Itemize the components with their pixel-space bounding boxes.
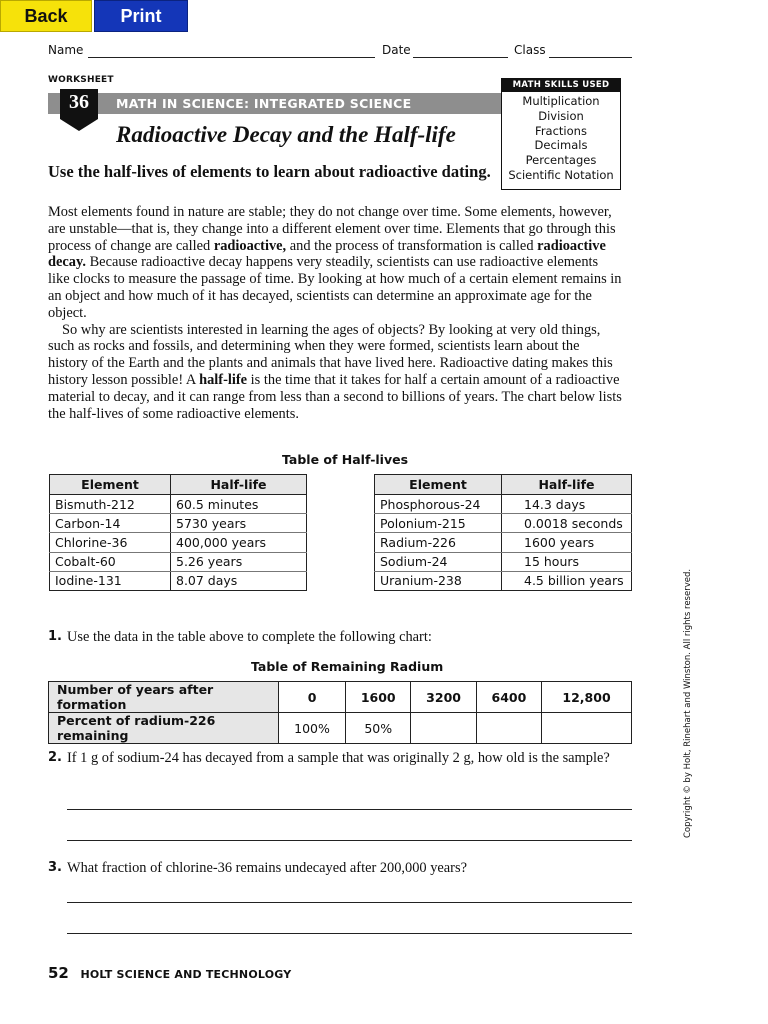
table-row: Iodine-131 8.07 days [50,571,307,590]
answer-cell[interactable] [542,713,632,744]
skill-item: Division [538,108,584,123]
back-button[interactable]: Back [0,0,92,32]
class-field[interactable] [549,57,632,58]
halflife-table-title: Table of Half-lives [282,452,409,467]
column-header: Element [50,475,171,495]
table-row: Percent of radium-226 remaining 100% 50% [49,713,632,744]
question-1: 1. Use the data in the table above to complete the following chart: [48,629,432,645]
column-header: Half-life [502,475,632,495]
table-row: Sodium-24 15 hours [375,552,632,571]
page-title: Radioactive Decay and the Half-life [116,122,456,147]
band-title: MATH IN SCIENCE: INTEGRATED SCIENCE [116,96,412,111]
answer-line[interactable] [67,840,632,841]
copyright-notice: Copyright © by Holt, Rinehart and Winston. All rights reserved. [683,568,693,838]
table-row: Cobalt-60 5.26 years [50,552,307,571]
worksheet-label: WORKSHEET [48,75,114,85]
page-number: 52 [48,964,69,982]
skill-item: Fractions [535,123,587,138]
table-row: Chlorine-36 400,000 years [50,533,307,552]
radium-table-title: Table of Remaining Radium [251,659,444,674]
table-row: Radium-226 1600 years [375,533,632,552]
page-footer [48,963,291,982]
math-skills-box [501,78,621,190]
math-skills-heading: MATH SKILLS USED [502,79,620,92]
halflife-table-left [49,474,307,591]
skill-item: Decimals [534,138,588,153]
question-2: 2. If 1 g of sodium-24 has decayed from a sample that was originally 2 g, how old is the sample? [48,750,610,766]
answer-cell[interactable] [476,713,541,744]
answer-line[interactable] [67,902,632,903]
table-row: Phosphorous-24 14.3 days [375,495,632,514]
name-field[interactable] [88,57,375,58]
answer-line[interactable] [67,809,632,810]
intro-text [48,204,623,422]
class-label: Class [514,43,546,57]
skill-item: Scientific Notation [508,167,614,182]
table-row: Carbon-14 5730 years [50,514,307,533]
halflife-table-right [374,474,632,591]
table-row: Bismuth-212 60.5 minutes [50,495,307,514]
answer-line[interactable] [67,933,632,934]
skill-item: Percentages [525,153,597,168]
date-label: Date [382,43,411,57]
print-button[interactable]: Print [94,0,188,32]
paragraph-2: So why are scientists interested in learning the ages of objects? By looking at very old things, such as rocks and fossils, and determining when they were formed, scientists learn about the history of the Earth and the plants and animals that have lived here. Radioactive dating makes this history lesson possible! A half-life is the time that it takes for half a certain amount of a radioactive material to decay, and it can range from less than a second to billions of years. The chart below lists the half-lives of some radioactive elements. [48,321,622,422]
answer-cell[interactable] [411,713,476,744]
name-label: Name [48,43,84,57]
question-3: 3. What fraction of chlorine-36 remains undecayed after 200,000 years? [48,860,467,876]
table-row: Uranium-238 4.5 billion years [375,571,632,590]
column-header: Half-life [171,475,307,495]
subtitle: Use the half-lives of elements to learn about radioactive dating. [48,162,491,181]
radium-table [48,681,632,744]
paragraph-1: Most elements found in nature are stable; they do not change over time. Some elements, however, are unstable—that is, they change into a different element over time. Elements that go through this process of change are called radioactive, and the process of transformation is called radioactive decay. Because radioactive decay happens very steadily, scientists can use radioactive elements like clocks to measure the passage of time. By looking at how much of a certain element remains in an object and how much of it has decayed, scientists can determine an approximate age for the object. [48,204,622,321]
book-title: HOLT SCIENCE AND TECHNOLOGY [80,968,292,981]
table-row: Polonium-215 0.0018 seconds [375,514,632,533]
worksheet-number: 36 [69,91,89,113]
skill-item: Multiplication [522,94,600,108]
column-header: Element [375,475,502,495]
date-field[interactable] [413,57,508,58]
table-row: Number of years after formation 0 1600 3200 6400 12,800 [49,682,632,713]
